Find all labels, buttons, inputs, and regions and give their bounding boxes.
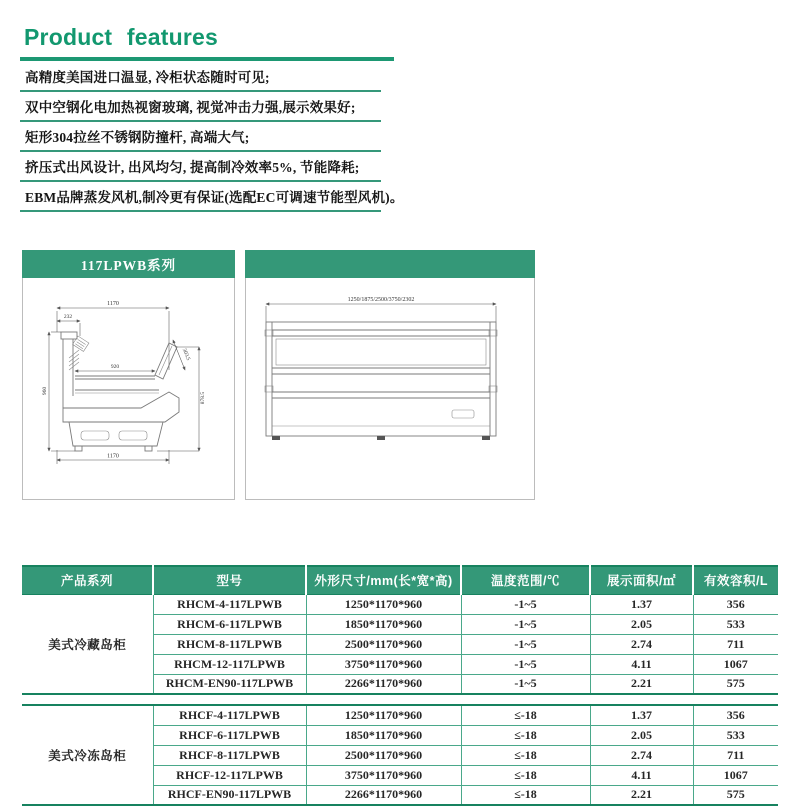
header-volume: 有效容积/L xyxy=(693,566,778,594)
model-cell: RHCF-6-117LPWB xyxy=(153,725,306,745)
front-view-drawing xyxy=(245,278,535,500)
display-area-cell: 2.05 xyxy=(590,725,693,745)
front-view-svg xyxy=(246,278,534,498)
volume-cell: 356 xyxy=(726,596,745,611)
side-view-panel xyxy=(22,250,235,500)
spec-table-section xyxy=(22,565,778,806)
model-cell: RHCM-4-117LPWB xyxy=(153,594,306,614)
feature-item: 矩形304拉丝不锈钢防撞杆, 高端大气; xyxy=(20,122,381,152)
header-temp-range: 温度范围/℃ xyxy=(461,566,590,594)
feature-list xyxy=(20,62,404,212)
coil-hatch xyxy=(69,350,79,370)
table-row xyxy=(22,705,778,725)
display-area-cell: 2.05 xyxy=(590,614,693,634)
temp-range-cell: -1~5 xyxy=(461,634,590,654)
volume-cell: 575 xyxy=(693,674,778,694)
product-series-cell: 美式冷藏岛柜 xyxy=(22,594,153,694)
display-area-cell: 2.21 xyxy=(590,785,693,805)
model-cell: RHCF-8-117LPWB xyxy=(153,745,306,765)
display-area-cell: 1.37 xyxy=(590,594,693,614)
drawing-panels xyxy=(22,250,778,500)
header-model: 型号 xyxy=(153,566,306,594)
display-area-cell: 1.37 xyxy=(590,705,693,725)
product-series-cell: 美式冷冻岛柜 xyxy=(22,705,153,805)
model-cell: RHCM-EN90-117LPWB xyxy=(153,674,306,694)
dimensions-cell: 1850*1170*960 xyxy=(306,725,461,745)
display-area-cell: 4.11 xyxy=(590,654,693,674)
volume-cell: 711 xyxy=(693,634,778,654)
page-title: Product features xyxy=(24,24,218,50)
temp-range-cell: ≤-18 xyxy=(461,705,590,725)
front-view-panel-header xyxy=(245,250,535,278)
model-cell: RHCM-8-117LPWB xyxy=(153,634,306,654)
dimensions-cell: 1850*1170*960 xyxy=(306,614,461,634)
model-cell: RHCM-12-117LPWB xyxy=(153,654,306,674)
dim-bottom-width: 1170 xyxy=(107,453,119,460)
dimensions-cell: 1250*1170*960 xyxy=(306,705,461,725)
temp-range-cell: ≤-18 xyxy=(461,725,590,745)
dim-length-options: 1250/1875/2500/3750/2302 xyxy=(347,297,415,303)
title-underline-rule xyxy=(20,57,394,61)
volume-cell: 533 xyxy=(693,614,778,634)
dim-control-box: 232 xyxy=(63,314,73,320)
model-cell: RHCF-EN90-117LPWB xyxy=(153,785,306,805)
temp-range-cell: ≤-18 xyxy=(461,765,590,785)
series-title: 117LPWB系列 xyxy=(22,250,235,278)
dimensions-cell: 2266*1170*960 xyxy=(306,785,461,805)
dimensions-cell: 2266*1170*960 xyxy=(306,674,461,694)
volume-cell: 711 xyxy=(693,745,778,765)
dimensions-cell: 3750*1170*960 xyxy=(306,765,461,785)
spec-table-freezer xyxy=(22,704,778,806)
spec-table-refrigerated xyxy=(22,565,778,695)
dimensions-cell: 1250*1170*960 xyxy=(306,594,461,614)
temperature-display-icon xyxy=(73,336,89,351)
display-area-cell: 2.21 xyxy=(590,674,693,694)
temp-range-cell: -1~5 xyxy=(461,614,590,634)
header-dimensions: 外形尺寸/mm(长*宽*高) xyxy=(306,566,461,594)
temp-range-cell: -1~5 xyxy=(461,594,590,614)
vent-plate xyxy=(452,410,474,418)
dim-deck-width: 920 xyxy=(110,364,120,370)
feature-item: EBM品牌蒸发风机,制冷更有保证(选配EC可调速节能型风机)。 xyxy=(20,182,381,212)
dim-left-height: 960 xyxy=(42,386,48,396)
model-cell: RHCM-6-117LPWB xyxy=(153,614,306,634)
dimensions-cell: 2500*1170*960 xyxy=(306,745,461,765)
dimensions-cell: 3750*1170*960 xyxy=(306,654,461,674)
temp-range-cell: ≤-18 xyxy=(461,745,590,765)
volume-cell: 575 xyxy=(693,785,778,805)
header-product-series: 产品系列 xyxy=(22,566,153,594)
display-area-cell: 2.74 xyxy=(590,745,693,765)
dim-right-height: 878.5 xyxy=(200,391,206,405)
table-row xyxy=(22,594,778,614)
display-area-cell: 4.11 xyxy=(590,765,693,785)
model-cell: RHCF-12-117LPWB xyxy=(153,765,306,785)
volume-cell: 356 xyxy=(726,707,745,722)
dimensions-cell: 2500*1170*960 xyxy=(306,634,461,654)
feature-item: 双中空钢化电加热视窗玻璃, 视觉冲击力强,展示效果好; xyxy=(20,92,381,122)
volume-cell: 1067 xyxy=(693,654,778,674)
display-area-cell: 2.74 xyxy=(590,634,693,654)
volume-cell: 1067 xyxy=(693,765,778,785)
volume-cell: 533 xyxy=(693,725,778,745)
side-view-drawing xyxy=(22,278,235,500)
temp-range-cell: ≤-18 xyxy=(461,785,590,805)
temp-range-cell: -1~5 xyxy=(461,654,590,674)
front-view-panel xyxy=(245,250,535,500)
model-cell: RHCF-4-117LPWB xyxy=(153,705,306,725)
temp-range-cell: -1~5 xyxy=(461,674,590,694)
table-group-gap xyxy=(22,695,778,704)
feature-item: 挤压式出风设计, 出风均匀, 提高制冷效率5%, 节能降耗; xyxy=(20,152,381,182)
dim-glass-length: 303.5 xyxy=(180,347,192,362)
side-view-svg xyxy=(23,278,234,498)
table-header-row xyxy=(22,566,778,594)
dim-top-width: 1170 xyxy=(107,301,119,307)
feature-item: 高精度美国进口温显, 冷柜状态随时可见; xyxy=(20,62,381,92)
header-display-area: 展示面积/㎡ xyxy=(590,566,693,594)
